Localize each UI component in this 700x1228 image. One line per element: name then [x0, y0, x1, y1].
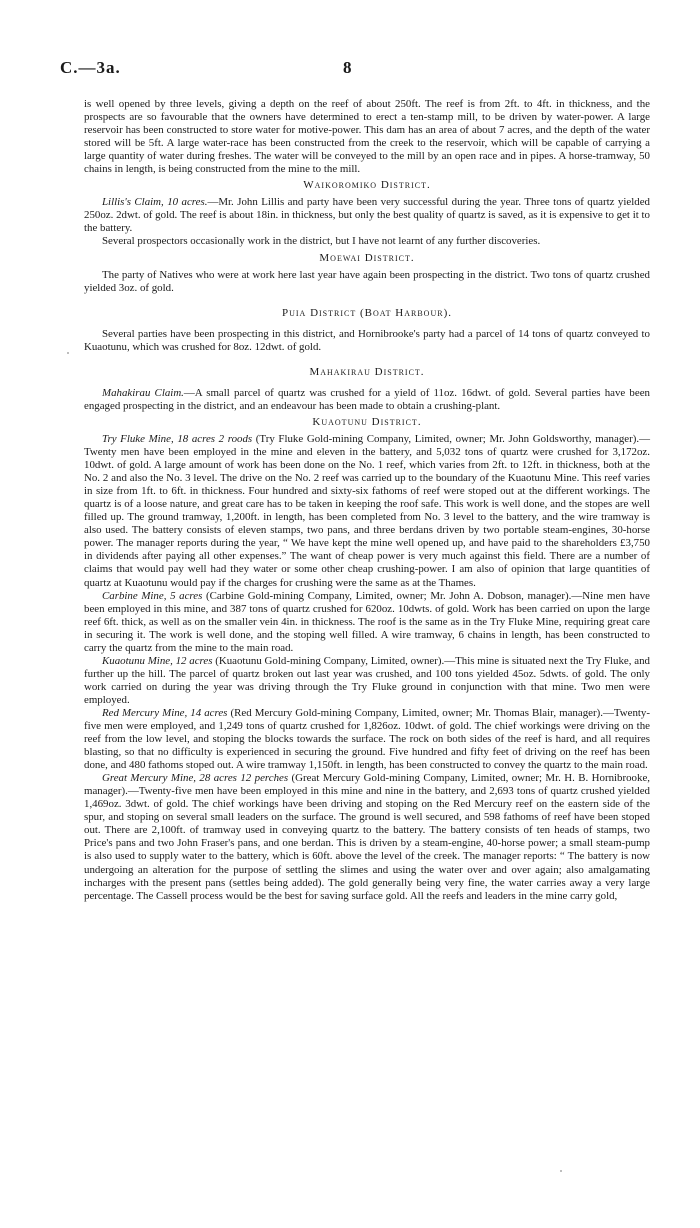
scan-speck — [67, 352, 69, 354]
carbine-text: (Carbine Gold-mining Company, Limited, owner; Mr. John A. Dobson, manager).—Nine men have been employed in this mine, and 387 tons of quartz crushed for 620oz. 10dwts. of gold. Work has been carried on upon the large reef 6ft. thick, as well as on the smaller vein 4in. in thickness. The roof is the same as in the Try Fluke Mine, requiring great care in securing it. The work is well done, and the stoping well filled. A wire tramway, 6 chains in length, has been constructed to carry the quartz from the mine to the main road. — [84, 589, 650, 654]
paragraph-kuaotunu-mine — [84, 655, 650, 707]
heading-waikoromiko: Waikoromiko District. — [303, 179, 431, 192]
mahakirau-claim-text: —A small parcel of quartz was crushed for a yield of 11oz. 16dwt. of gold. Several parties have been engaged prospecting in the district, and an endeavour has been made to obtain a crushing-plant. — [84, 386, 650, 412]
heading-kuaotunu: Kuaotunu District. — [312, 415, 422, 428]
paragraph-prospectors: Several prospectors occasionally work in the district, but I have not learnt of any further discoveries. — [102, 235, 541, 248]
heading-puia: Puia District (Boat Harbour). — [281, 306, 452, 319]
paragraph-puia: Several parties have been prospecting in this district, and Hornibrooke's party had a parcel of 14 tons of quartz conveyed to Kuaotunu, which was crushed for 8oz. 12dwt. of gold. — [84, 327, 650, 353]
great-mercury-text: (Great Mercury Gold-mining Company, Limited, owner; Mr. H. B. Hornibrooke, manager).—Twenty-five men have been employed in this mine and nine in the battery, and 2,693 tons of quartz crushed yielded 1,469oz. 3dwt. of gold. The chief workings have been driving and stoping on the Red Mercury reef on the eastern side of the spur, and stoping on several small leaders on the surface. The ground is well secured, and 598 fathoms of reef have been stoped out. There are 2,100ft. of tramway used in conveying quartz to the battery. The battery consists of ten heads of stamps, two Price's pans and two John Fraser's pans, and one berdan. This is driven by a steam-engine, 40-horse power; a small steam-pump is also used to supply water to the battery, which is 60ft. above the level of the creek. The manager reports: “ The battery is now undergoing an alteration for the purpose of settling the slimes and using the water over and over again; also amalgamating incharges with the present pans (settles being added). The gold generally being very fine, the water carries away a very large percentage. The Cassell process would be the best for saving surface gold. All the reefs and leaders in the mine carry gold, — [84, 772, 651, 902]
kuaotunu-mine-title: Kuaotunu Mine, 12 acres — [102, 654, 213, 667]
scan-speck — [560, 1170, 562, 1172]
red-mercury-text: (Red Mercury Gold-mining Company, Limited, owner; Mr. Thomas Blair, manager).—Twenty-five men were employed, and 1,249 tons of quartz crushed for 1,826oz. 10dwt. of gold. The chief workings were driving on the reef from the low level, and stoping the blocks towards the surface. The rock on both sides of the reef is hard, and all requires blasting, so that no difficulty is experienced in securing the ground. Five hundred and fifty feet of driving on the reef has been done, and 480 fathoms stoped out. A wire tramway 1,150ft. in length, has been constructed to convey the quartz to the main road. — [84, 706, 650, 772]
paragraph-great-mercury — [84, 772, 650, 902]
mahakirau-claim-title: Mahakirau Claim. — [102, 386, 184, 399]
paragraph-carbine — [84, 590, 650, 655]
heading-mahakirau: Mahakirau District. — [309, 365, 425, 378]
lillis-claim-text: —Mr. John Lillis and party have been very successful during the year. Three tons of quartz yielded 250oz. 2dwt. of gold. The reef is about 18in. in thickness, but only the best quality of quartz is saved, as it is expensive to get it to the battery. — [84, 196, 650, 235]
kuaotunu-mine-text: (Kuaotunu Gold-mining Company, Limited, owner).—This mine is situated next the Try Fluke, and further up the hill. The parcel of quartz broken out last year was crushed, and 100 tons yielded 45oz. 5dwts. of gold. The only work carried on during the year was driving through the Try Fluke ground in conjunction with that mine. Two men were employed. — [84, 654, 650, 706]
great-mercury-title: Great Mercury Mine, 28 acres 12 perches — [102, 772, 289, 785]
lillis-claim-title: Lillis's Claim, 10 acres. — [102, 196, 208, 209]
paragraph-lillis-claim — [84, 196, 650, 235]
carbine-title: Carbine Mine, 5 acres — [102, 589, 203, 602]
page-header — [60, 58, 650, 82]
paragraph-moewai: The party of Natives who were at work here last year have again been prospecting in the district. Two tons of quartz crushed yielded 3oz. of gold. — [84, 268, 650, 294]
body-text — [84, 98, 650, 903]
paragraph-red-mercury — [84, 707, 650, 772]
try-fluke-text: (Try Fluke Gold-mining Company, Limited, owner; Mr. John Goldsworthy, manager).—Twenty men have been employed in the mine and eleven in the battery, and 5,032 tons of quartz were crushed for 3,172oz. 10dwt. of gold. A large amount of work has been done on the No. 1 reef, which varies from 2ft. to 12ft. in thickness, both at the No. 2 and also the No. 3 level. The drive on the No. 2 reef was carried up to the boundary of the Kuaotunu Mine. This reef varies in size from 1ft. to 6ft. in thickness. Four hundred and sixty-six fathoms of reef were stoped out at the different workings. The quartz is of a loose nature, and great care has to be taken in keeping the roof safe. This work is well done, and the stopes are well filled up. The ground tramway, 1,200ft. in length, has been completed from No. 3 level to the battery, and the wire tramway is also used. The battery consists of eleven stamps, two pans, and three berdans driven by two portable steam-engines, 30-horse power. The manager reports during the year, “ We have kept the mine well opened up, and have paid to the shareholders £3,750 in dividends after paying all other expenses.” The want of cheap power is very much against this field. There are a number of claims that would pay well had they water or some other cheap crushing-power. I am also of opinion that large quantities of quartz at Kuaotunu would pay if the charges for crushing were the same as at the Thames. — [84, 432, 650, 589]
paragraph-try-fluke — [84, 433, 650, 590]
try-fluke-title: Try Fluke Mine, 18 acres 2 roods — [102, 432, 253, 445]
document-reference: C.—3a. — [60, 58, 121, 77]
intro-paragraph: is well opened by three levels, giving a depth on the reef of about 250ft. The reef is from 2ft. to 4ft. in thickness, and the prospects are so favourable that the owners have determined to erect a ten-stamp mill, to be driven by water-power. A large reservoir has been constructed to store water for motive-power. This dam has an area of about 7 acres, and the depth of the water stored will be 5ft. A large water-race has been constructed from the creek to the reservoir, which will be capable of carrying a large quantity of water during freshes. The water will be conveyed to the mill by an open race and in pipes. A horse-tramway, 50 chains in length, is being constructed from the mine to the mill. — [84, 98, 650, 176]
red-mercury-title: Red Mercury Mine, 14 acres — [102, 706, 228, 719]
page-number: 8 — [343, 58, 352, 77]
paragraph-mahakirau — [84, 387, 650, 413]
heading-moewai: Moewai District. — [319, 251, 415, 264]
